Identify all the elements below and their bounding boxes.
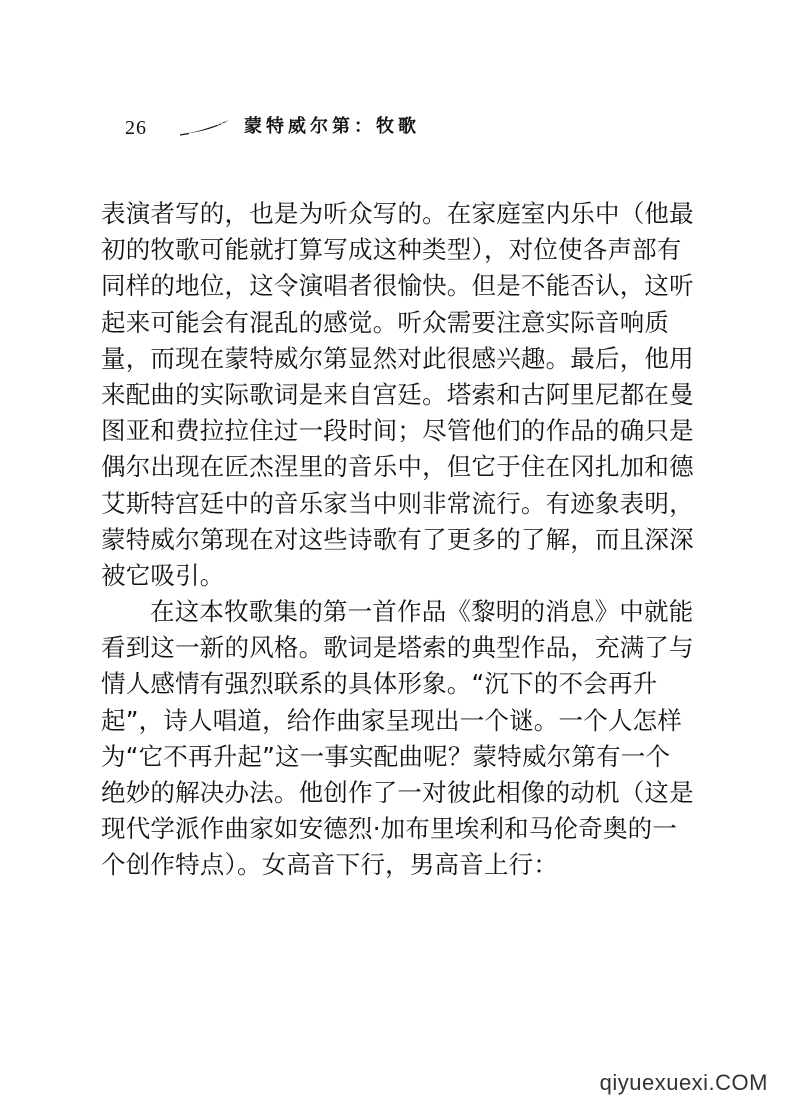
paragraph-2	[101, 594, 701, 884]
running-title: 蒙特威尔第：牧歌	[244, 116, 420, 137]
text-line: 同样的地位，这令演唱者很愉快。但是不能否认，这听	[101, 271, 694, 301]
text-line: 个创作特点）。女高音下行，男高音上行：	[101, 850, 559, 880]
text-line: 初的牧歌可能就打算写成这种类型），对位使各声部有	[101, 235, 682, 265]
text-line: 起”，诗人唱道，给作曲家呈现出一个谜。一个人怎样	[101, 705, 682, 735]
text-line: 看到这一新的风格。歌词是塔索的典型作品，充满了与	[101, 633, 694, 663]
text-line: 艾斯特宫廷中的音乐家当中则非常流行。有迹象表明，	[101, 488, 694, 518]
text-line: 起来可能会有混乱的感觉。听众需要注意实际音响质	[101, 307, 670, 337]
body-text	[101, 196, 701, 884]
text-line: 蒙特威尔第现在对这些诗歌有了更多的了解，而且深深	[101, 524, 694, 554]
text-line: 绝妙的解决办法。他创作了一对彼此相像的动机（这是	[101, 778, 694, 807]
page-number: 26	[125, 117, 147, 139]
text-line: 在这本牧歌集的第一首作品《黎明的消息》中就能	[150, 597, 694, 627]
text-line: 偶尔出现在匠杰涅里的音乐中，但它于住在冈扎加和德	[101, 452, 694, 482]
watermark: qiyuexuexi.COM	[599, 1070, 768, 1095]
text-line: 被它吸引。	[101, 560, 225, 590]
text-line: 为“它不再升起”这一事实配曲呢？蒙特威尔第有一个	[101, 741, 671, 771]
text-line: 来配曲的实际歌词是来自宫廷。塔索和古阿里尼都在曼	[101, 379, 694, 409]
text-line: 现代学派作曲家如安德烈·加布里埃利和马伦奇奥的一	[101, 814, 678, 844]
text-line: 图亚和费拉拉住过一段时间；尽管他们的作品的确只是	[101, 416, 694, 446]
paragraph-1	[101, 196, 701, 594]
text-line: 情人感情有强烈联系的具体形象。“沉下的不会再升	[101, 669, 658, 699]
text-line: 量，而现在蒙特威尔第显然对此很感兴趣。最后，他用	[101, 343, 694, 373]
quill-pen-icon	[180, 118, 230, 138]
text-line: 表演者写的，也是为听众写的。在家庭室内乐中（他最	[101, 199, 694, 228]
